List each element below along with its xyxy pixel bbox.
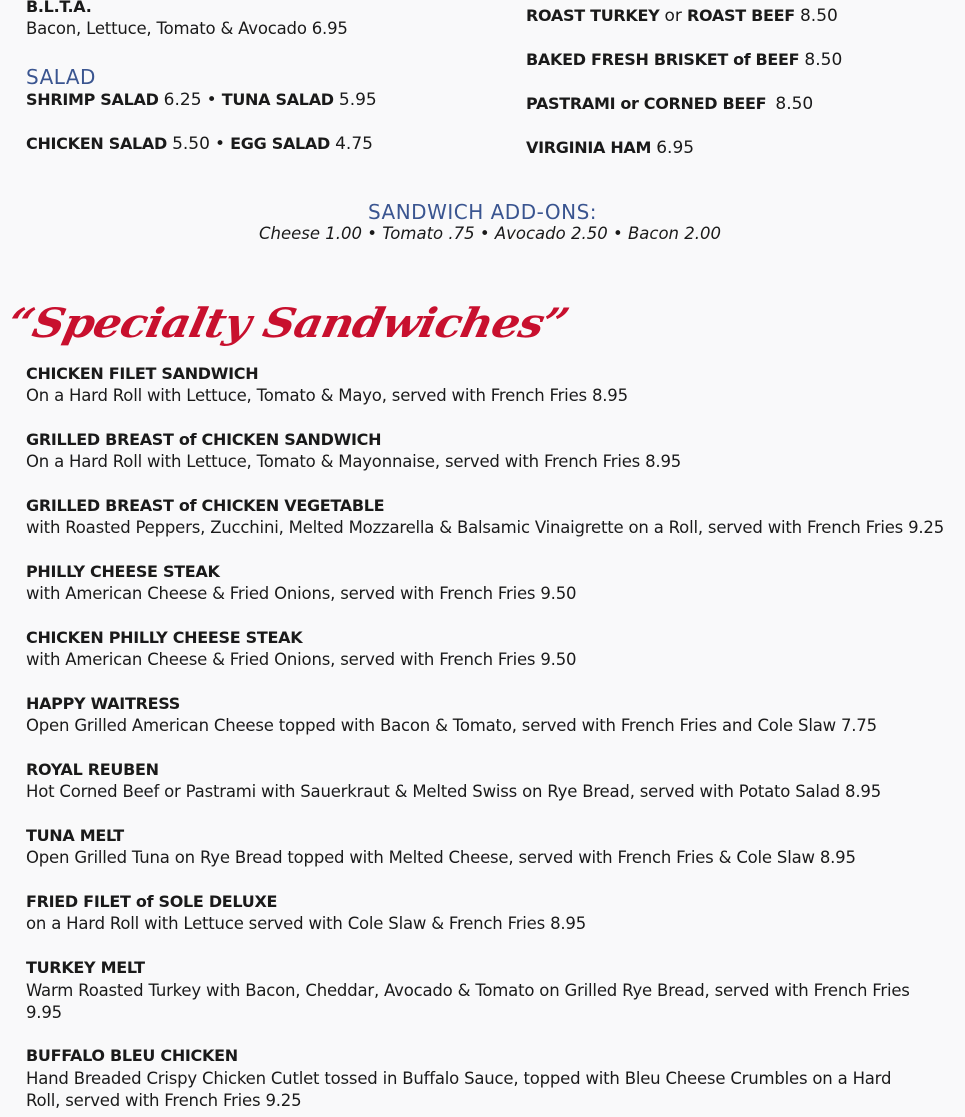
tuna-salad-price: 5.95 <box>338 90 377 110</box>
corned-beef-name: CORNED BEEF <box>643 94 767 113</box>
pastrami-price: 8.50 <box>775 94 814 114</box>
specialty-item-name: GRILLED BREAST of CHICKEN VEGETABLE <box>26 496 385 515</box>
or-connector: or <box>620 94 639 113</box>
brisket-price: 8.50 <box>804 50 843 70</box>
specialty-sandwiches-title: “Specialty Sandwiches” <box>4 300 573 347</box>
egg-salad-price: 4.75 <box>335 134 373 154</box>
specialty-item-description: Hand Breaded Crispy Chicken Cutlet tossed in Buffalo Sauce, topped with Bleu Cheese Crumbles on a Hard Roll, served with French Fries 9.25 <box>26 1069 892 1110</box>
separator-dot: • <box>206 90 217 110</box>
salad-line-2 <box>26 134 373 154</box>
specialty-item-name: GRILLED BREAST of CHICKEN SANDWICH <box>26 430 382 449</box>
pastrami-name: PASTRAMI <box>526 94 616 113</box>
specialty-item-description: with American Cheese & Fried Onions, served with French Fries 9.50 <box>26 650 577 669</box>
shrimp-salad-price: 6.25 <box>163 90 202 110</box>
specialty-item-description: Warm Roasted Turkey with Bacon, Cheddar, Avocado & Tomato on Grilled Rye Bread, served with French Fries 9.95 <box>26 981 910 1022</box>
roast-price: 8.50 <box>799 6 838 26</box>
specialty-item-description: On a Hard Roll with Lettuce, Tomato & Mayo, served with French Fries 8.95 <box>26 386 628 405</box>
pastrami-line <box>526 94 813 114</box>
salad-heading: SALAD <box>26 65 96 89</box>
addons-list: Cheese 1.00 • Tomato .75 • Avocado 2.50 • Bacon 2.00 <box>259 224 721 243</box>
specialty-item-description: with Roasted Peppers, Zucchini, Melted Mozzarella & Balsamic Vinaigrette on a Roll, served with French Fries 9.25 <box>26 518 945 537</box>
virginia-ham-name: VIRGINIA HAM <box>526 138 652 157</box>
roast-turkey-name: ROAST TURKEY <box>526 6 660 25</box>
specialty-item-name: TURKEY MELT <box>26 958 145 977</box>
specialty-item-name: CHICKEN FILET SANDWICH <box>26 364 259 383</box>
virginia-ham-price: 6.95 <box>656 138 695 158</box>
egg-salad-name: EGG SALAD <box>230 134 330 153</box>
or-connector: or <box>664 6 682 26</box>
brisket-name-b: BEEF <box>755 50 800 69</box>
specialty-item-name: FRIED FILET of SOLE DELUXE <box>26 892 278 911</box>
brisket-name-a: BAKED FRESH BRISKET <box>526 50 728 69</box>
specialty-item-description: Open Grilled Tuna on Rye Bread topped with Melted Cheese, served with French Fries & Cole Slaw 8.95 <box>26 848 856 867</box>
separator-dot: • <box>215 134 226 154</box>
tuna-salad-name: TUNA SALAD <box>221 90 334 109</box>
specialty-item-name: BUFFALO BLEU CHICKEN <box>26 1046 238 1065</box>
brisket-line <box>526 50 842 70</box>
specialty-item-description: on a Hard Roll with Lettuce served with Cole Slaw & French Fries 8.95 <box>26 914 587 933</box>
chicken-salad-price: 5.50 <box>172 134 210 154</box>
chicken-salad-name: CHICKEN SALAD <box>26 134 167 153</box>
of-connector: of <box>733 50 751 69</box>
specialty-item-description: Hot Corned Beef or Pastrami with Sauerkraut & Melted Swiss on Rye Bread, served with Potato Salad 8.95 <box>26 782 881 801</box>
specialty-item-name: ROYAL REUBEN <box>26 760 159 779</box>
blta-description: Bacon, Lettuce, Tomato & Avocado 6.95 <box>26 19 348 38</box>
specialty-item-description: Open Grilled American Cheese topped with Bacon & Tomato, served with French Fries and Cole Slaw 7.75 <box>26 716 877 735</box>
salad-line-1 <box>26 90 377 110</box>
ham-line <box>526 138 694 158</box>
specialty-item-name: TUNA MELT <box>26 826 124 845</box>
shrimp-salad-name: SHRIMP SALAD <box>26 90 159 109</box>
addons-heading: SANDWICH ADD-ONS: <box>367 200 598 224</box>
blta-name: B.L.T.A. <box>26 0 92 16</box>
specialty-item-name: CHICKEN PHILLY CHEESE STEAK <box>26 628 303 647</box>
specialty-item-name: HAPPY WAITRESS <box>26 694 180 713</box>
specialty-item-name: PHILLY CHEESE STEAK <box>26 562 220 581</box>
specialty-item-description: On a Hard Roll with Lettuce, Tomato & Mayonnaise, served with French Fries 8.95 <box>26 452 682 471</box>
roast-line <box>526 6 838 26</box>
roast-beef-name: ROAST BEEF <box>687 6 795 25</box>
specialty-item-description: with American Cheese & Fried Onions, served with French Fries 9.50 <box>26 584 577 603</box>
